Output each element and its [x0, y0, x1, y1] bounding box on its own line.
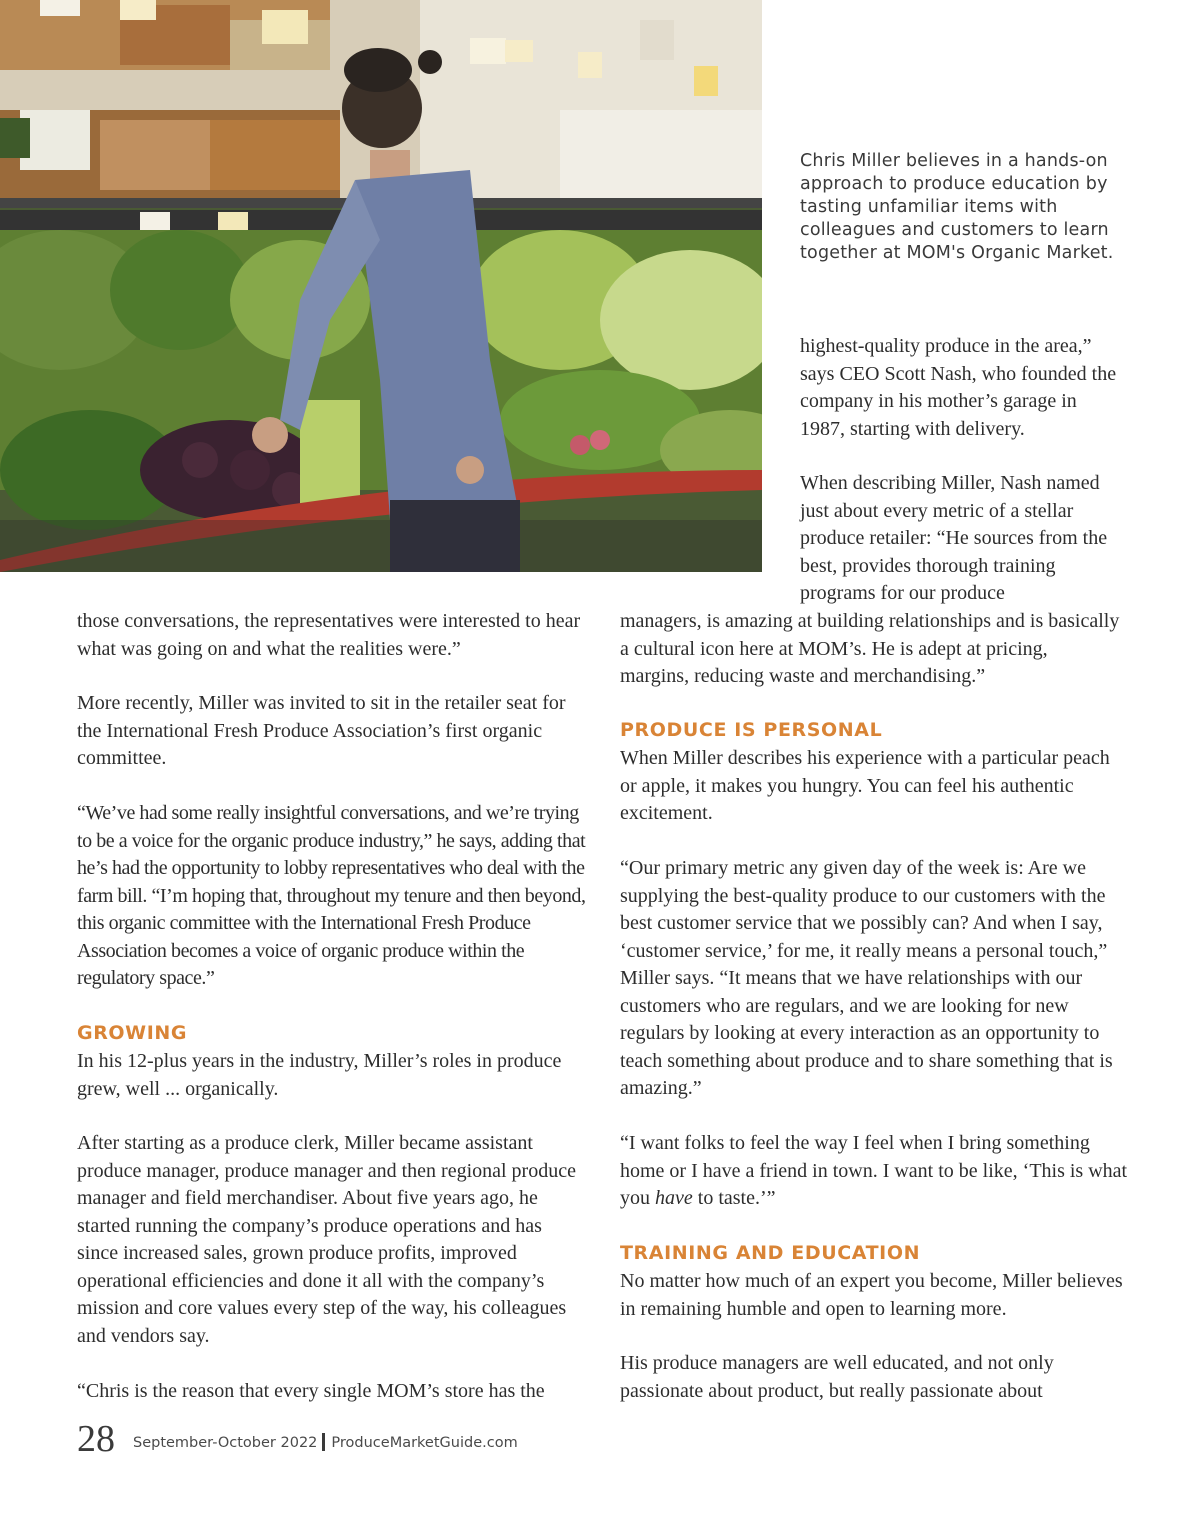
footer-divider: [322, 1433, 325, 1451]
heading-training-and-education: TRAINING AND EDUCATION: [620, 1242, 921, 1264]
left-paragraph-1: those conversations, the representatives were interested to hear what was going on and what the realities were.”: [77, 610, 581, 660]
left-paragraph-2: More recently, Miller was invited to sit in the retailer seat for the International Fresh Produce Association’s first organic committee.: [77, 692, 566, 769]
left-paragraph-4: In his 12-plus years in the industry, Miller’s roles in produce grew, well ... organically.: [77, 1050, 562, 1100]
right-paragraph-3: “Our primary metric any given day of the week is: Are we supplying the best-quality produce to our customers with the best customer service that we possibly can? And when I say, ‘customer service,’ for me, it really means a personal touch,” Miller says. “It means that we have relationships with our customers who are regulars, and we are looking for new regulars by looking at every interaction as an opportunity to teach something about produce and to share something that is amazing.”: [620, 857, 1113, 1099]
right-top-paragraph-2: When describing Miller, Nash named just about every metric of a stellar produce retailer: “He sources from the best, provides thorough training programs for our produce: [800, 472, 1108, 604]
right-paragraph-2: When Miller describes his experience with a particular peach or apple, it makes you hungry. You can feel his authentic excitement.: [620, 747, 1110, 824]
right-paragraph-1: managers, is amazing at building relationships and is basically a cultural icon here at MOM’s. He is adept at pricing, margins, reducing waste and merchandising.”: [620, 610, 1120, 687]
article-photo: [0, 0, 762, 572]
produce-aisle-illustration: [0, 0, 762, 572]
website[interactable]: ProduceMarketGuide.com: [331, 1435, 518, 1451]
heading-produce-is-personal: PRODUCE IS PERSONAL: [620, 719, 883, 741]
left-paragraph-5: After starting as a produce clerk, Miller became assistant produce manager, produce manager and then regional produce manager and field merchandiser. About five years ago, he started running the company’s produce operations and has since increased sales, grown produce profits, improved operational efficiencies and done it all with the company’s mission and core values every step of the way, his colleagues and vendors say.: [77, 1132, 576, 1347]
issue-date: September-October 2022: [133, 1435, 318, 1451]
footer-line: [133, 1433, 518, 1451]
left-paragraph-3: “We’ve had some really insightful conversations, and we’re trying to be a voice for the organic produce industry,” he says, adding that he’s had the opportunity to lobby representatives who deal with the farm bill. “I’m hoping that, throughout my tenure and then beyond, this organic committee with the International Fresh Produce Association becomes a voice of organic produce within the regulatory space.”: [77, 802, 586, 989]
photo-caption: Chris Miller believes in a hands-on approach to produce education by tasting unfamiliar items with colleagues and customers to learn together at MOM's Organic Market.: [800, 151, 1114, 263]
right-paragraph-4: “I want folks to feel the way I feel when I bring something home or I have a friend in town. I want to be like, ‘This is what you have to taste.’”: [620, 1132, 1128, 1209]
right-top-paragraph-1: highest-quality produce in the area,” says CEO Scott Nash, who founded the company in his mother’s garage in 1987, starting with delivery.: [800, 335, 1117, 440]
right-paragraph-6: His produce managers are well educated, and not only passionate about product, but really passionate about: [620, 1352, 1054, 1402]
emphasis-have: have: [655, 1187, 693, 1209]
right-paragraph-5: No matter how much of an expert you become, Miller believes in remaining humble and open to learning more.: [620, 1270, 1123, 1320]
page-number: 28: [77, 1418, 115, 1460]
left-paragraph-6: “Chris is the reason that every single MOM’s store has the: [77, 1380, 545, 1402]
heading-growing: GROWING: [77, 1022, 188, 1044]
